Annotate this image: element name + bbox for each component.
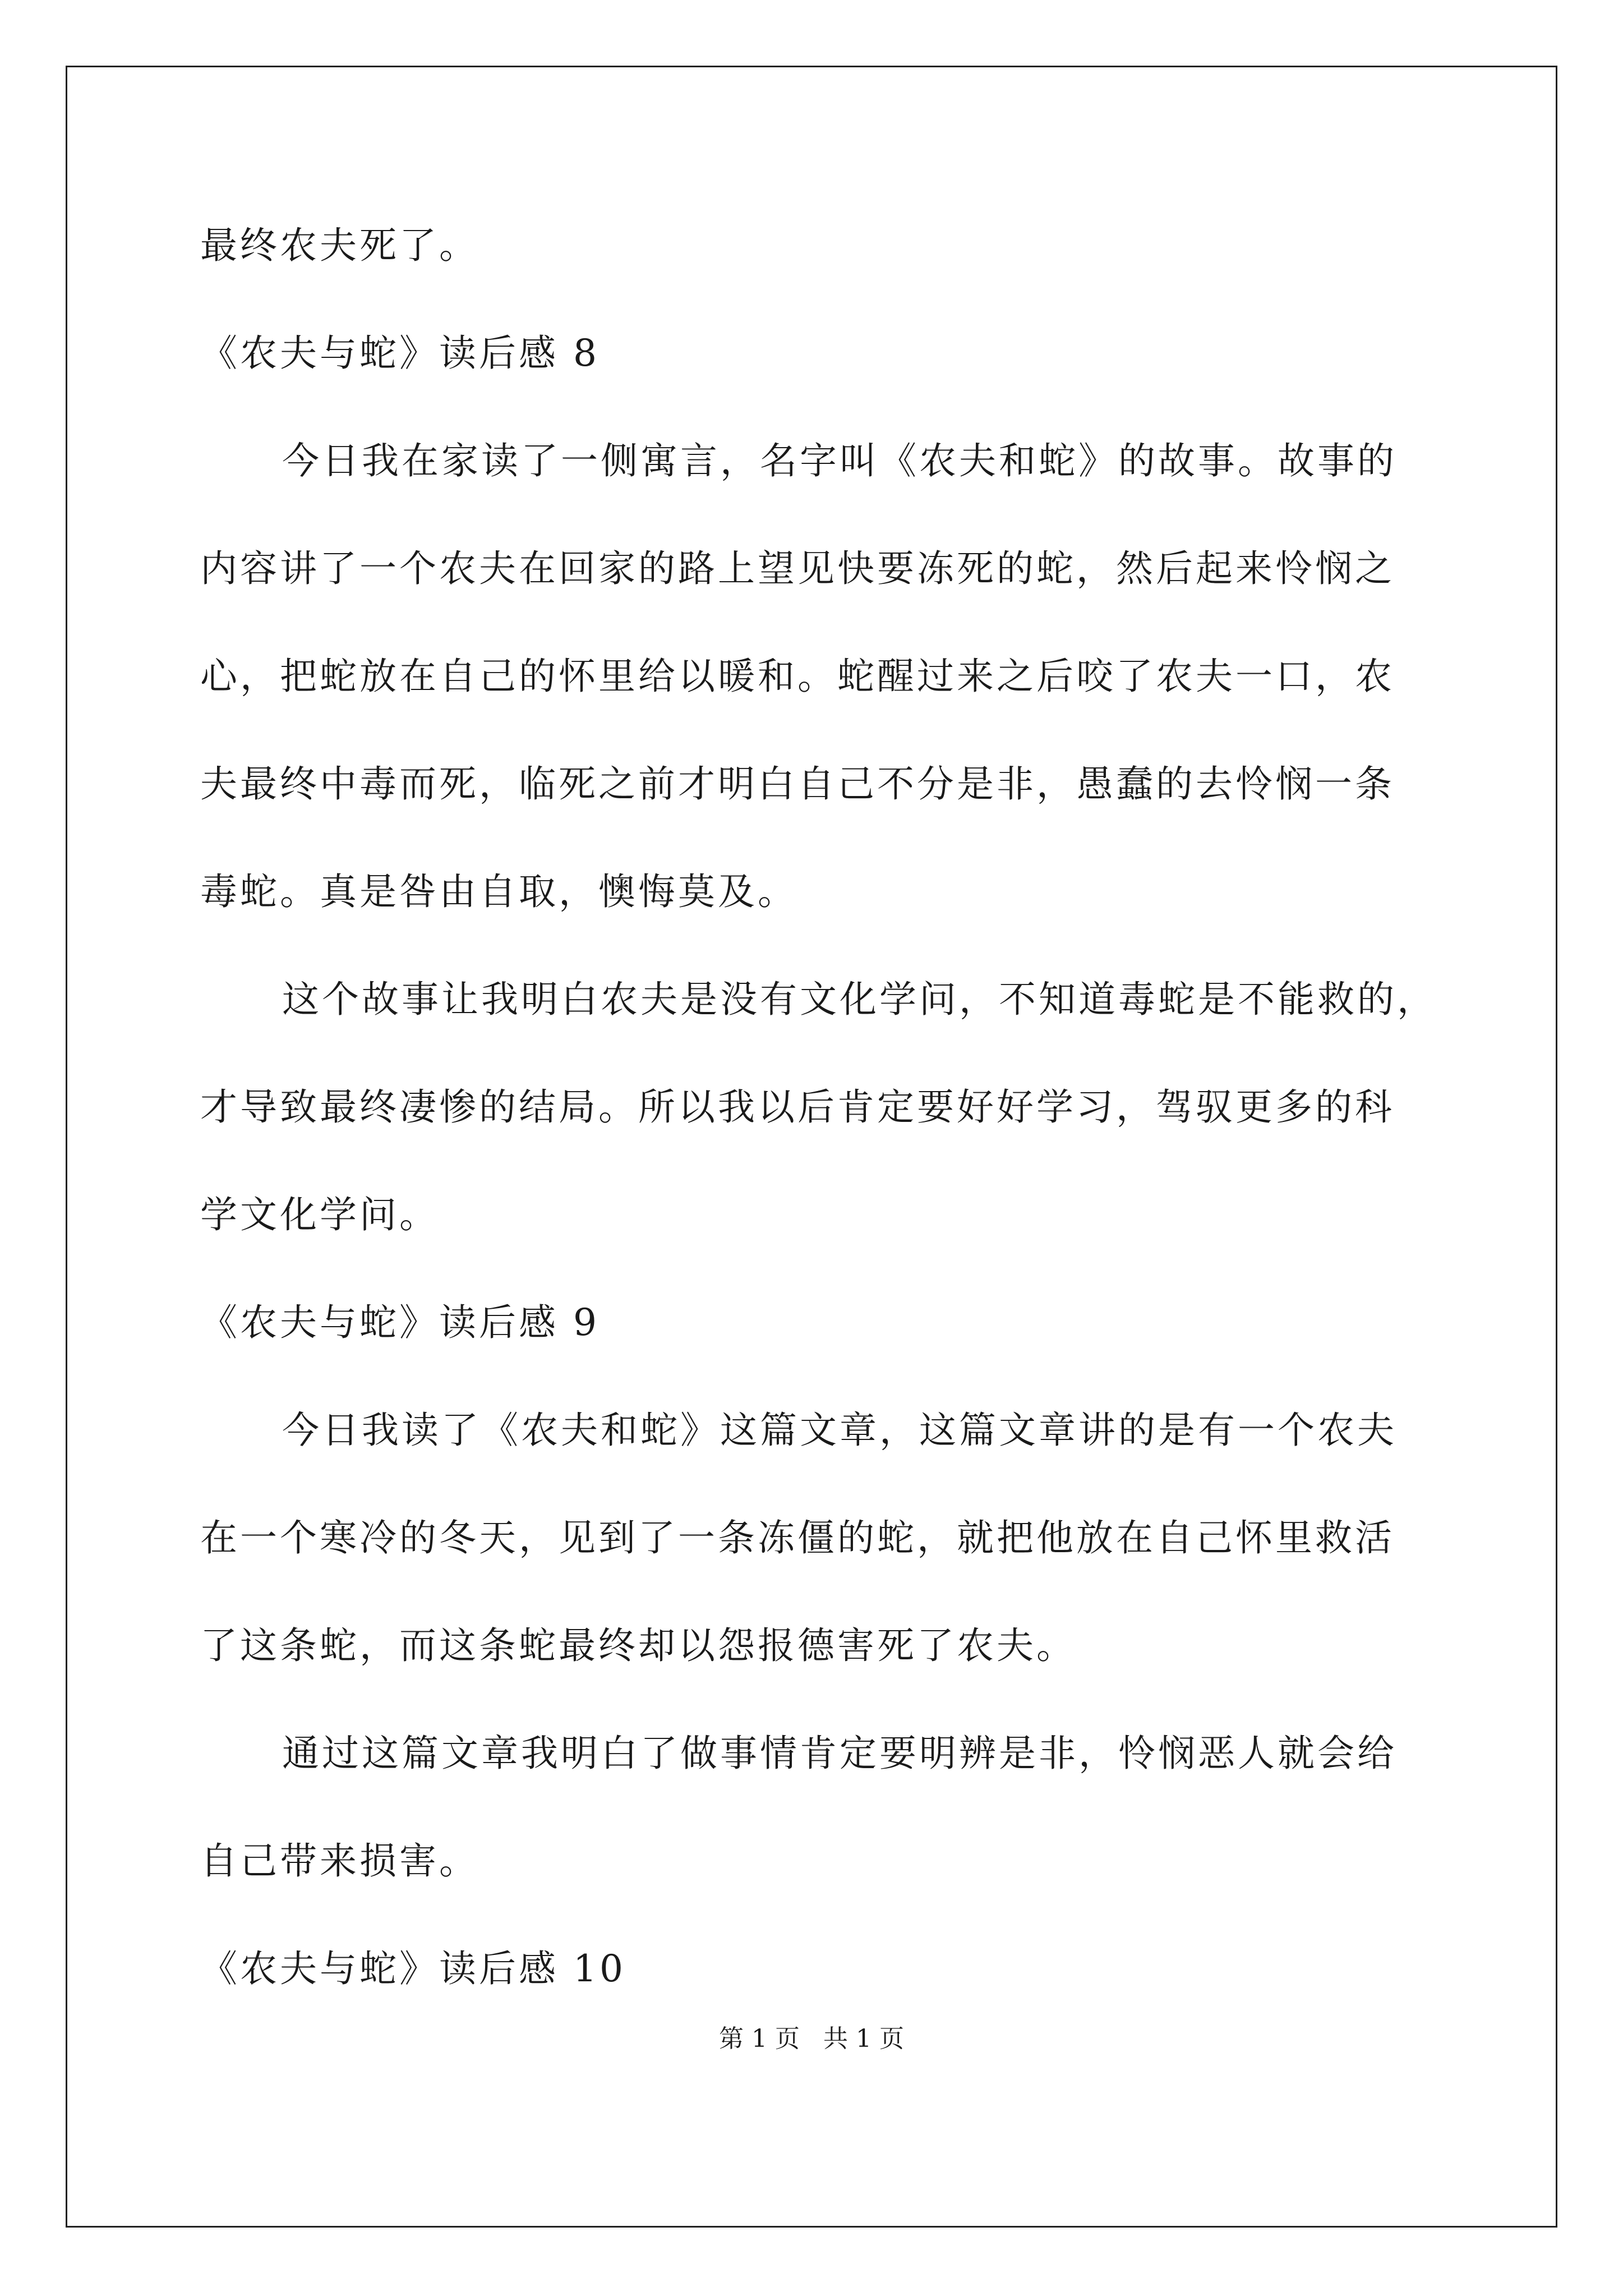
paragraph-line: 在一个寒冷的冬天，见到了一条冻僵的蛇，就把他放在自己怀里救活 xyxy=(200,1516,1395,1559)
paragraph-line: 今日我在家读了一侧寓言，名字叫《农夫和蛇》的故事。故事的 xyxy=(282,439,1397,482)
document-body xyxy=(200,219,1437,1996)
paragraph-line: 自己带来损害。 xyxy=(200,1839,479,1883)
paragraph-line: 心，把蛇放在自己的怀里给以暖和。蛇醒过来之后咬了农夫一口，农 xyxy=(200,655,1395,698)
paragraph-line: 内容讲了一个农夫在回家的路上望见快要冻死的蛇，然后起来怜悯之 xyxy=(200,547,1395,590)
paragraph-line: 夫最终中毒而死，临死之前才明白自己不分是非，愚蠢的去怜悯一条 xyxy=(200,762,1395,806)
paragraph-line: 通过这篇文章我明白了做事情肯定要明辨是非，怜悯恶人就会给 xyxy=(282,1732,1397,1775)
paragraph-line: 学文化学问。 xyxy=(200,1193,439,1236)
section-heading: 《农夫与蛇》读后感 8 xyxy=(200,332,600,375)
paragraph-line: 这个故事让我明白农夫是没有文化学问，不知道毒蛇是不能救的， xyxy=(282,978,1437,1021)
paragraph-line: 毒蛇。真是咎由自取，懊悔莫及。 xyxy=(200,870,797,913)
paragraph-line: 了这条蛇，而这条蛇最终却以怨报德害死了农夫。 xyxy=(200,1624,1076,1667)
section-heading: 《农夫与蛇》读后感 9 xyxy=(200,1301,600,1344)
paragraph-line: 今日我读了《农夫和蛇》这篇文章，这篇文章讲的是有一个农夫 xyxy=(282,1409,1397,1452)
text-line: 最终农夫死了。 xyxy=(200,224,479,267)
paragraph-line: 才导致最终凄惨的结局。所以我以后肯定要好好学习，驾驭更多的科 xyxy=(200,1085,1395,1129)
page-footer: 第 1 页 共 1 页 xyxy=(719,2024,904,2053)
section-heading: 《农夫与蛇》读后感 10 xyxy=(200,1947,626,1990)
